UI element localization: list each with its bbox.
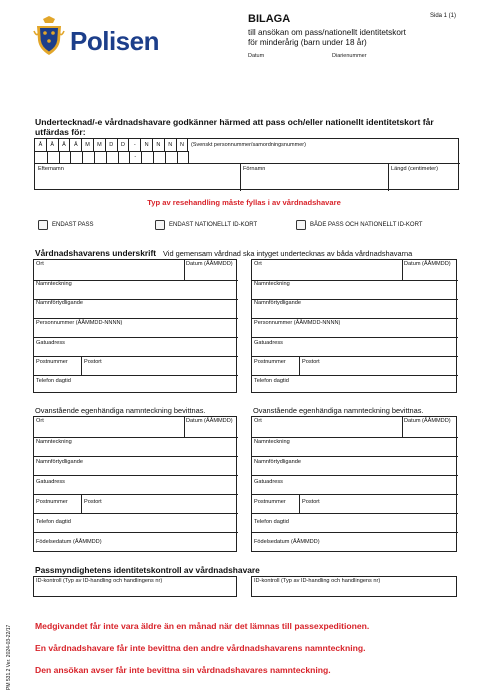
postort-label: Postort	[302, 499, 320, 505]
travel-document-heading: Typ av resehandling måste fyllas i av vårdnadshavare	[147, 198, 341, 207]
guardian-signature-note: Vid gemensam vårdnad ska intyget undertecknas av båda vårdnadshavarna	[163, 249, 413, 258]
gatuadress-label: Gatuadress	[254, 340, 283, 346]
pnr-row	[35, 139, 460, 151]
pnr-cell[interactable]: M	[82, 139, 94, 151]
telefon-label: Telefon dagtid	[254, 519, 289, 525]
guardian-signature-title: Vårdnadshavarens underskrift	[35, 248, 157, 258]
pnr-cell[interactable]: Å	[70, 139, 82, 151]
pnr-cell[interactable]: Å	[59, 139, 71, 151]
namnteckning-label: Namnteckning	[254, 281, 290, 287]
namnteckning-label: Namnteckning	[36, 439, 72, 445]
pnr-cell[interactable]: N	[141, 139, 153, 151]
document-subtitle	[248, 28, 428, 48]
gatuadress-label: Gatuadress	[36, 479, 65, 485]
langd-label: Längd (centimeter)	[391, 166, 438, 172]
witness-2-box	[251, 416, 457, 552]
datum-label: Datum (ÅÅMMDD)	[186, 261, 233, 267]
subtitle-line-2: för minderårig (barn under 18 år)	[248, 38, 367, 47]
endast-id-kort-label: ENDAST NATIONELLT ID-KORT	[169, 222, 258, 228]
child-identity-table	[34, 138, 459, 190]
pnr-cell[interactable]: N	[153, 139, 165, 151]
postnummer-label: Postnummer	[254, 359, 286, 365]
page-indicator: Sida 1 (1)	[430, 13, 457, 19]
fodelsedatum-label: Födelsedatum (ÅÅMMDD)	[36, 539, 102, 545]
namnfortydligande-label: Namnförtydligande	[36, 459, 83, 465]
pnr-cell[interactable]: N	[165, 139, 177, 151]
ort-label: Ort	[36, 418, 44, 424]
pnr-cell[interactable]: M	[94, 139, 106, 151]
id-check-box-1[interactable]	[33, 576, 237, 597]
namnteckning-label: Namnteckning	[36, 281, 72, 287]
pnr-cell[interactable]: Å	[35, 139, 47, 151]
datum-label: Datum (ÅÅMMDD)	[404, 418, 451, 424]
diarienummer-label: Diarienummer	[332, 53, 367, 59]
id-check-title: Passmyndighetens identitetskontroll av vårdnadshavare	[35, 565, 260, 575]
ort-label: Ort	[254, 418, 262, 424]
postnummer-label: Postnummer	[36, 499, 68, 505]
pnr-cell[interactable]: Å	[47, 139, 59, 151]
witness-title-right: Ovanstående egenhändiga namnteckning bevittnas.	[253, 406, 424, 415]
consent-statement: Undertecknad/-e vårdnadshavare godkänner härmed att pass och/eller nationellt identitetskort får utfärdas för:	[35, 117, 434, 137]
guardian-2-box	[251, 259, 457, 393]
checkbox-endast-id-kort[interactable]	[155, 220, 165, 230]
namnfortydligande-label: Namnförtydligande	[254, 459, 301, 465]
postnummer-label: Postnummer	[254, 499, 286, 505]
fornamn-label: Förnamn	[243, 166, 266, 172]
police-crest-icon	[33, 16, 65, 58]
checkbox-endast-pass[interactable]	[38, 220, 48, 230]
postnummer-label: Postnummer	[36, 359, 68, 365]
footer-warning-3: Den ansökan avser får inte bevittna sin vårdnadshavares namnteckning.	[35, 665, 331, 675]
postort-label: Postort	[84, 499, 102, 505]
telefon-label: Telefon dagtid	[36, 519, 71, 525]
datum-label: Datum	[248, 53, 265, 59]
pnr-dash: -	[134, 154, 137, 160]
datum-label: Datum (ÅÅMMDD)	[404, 261, 451, 267]
pnr-cell[interactable]: D	[106, 139, 118, 151]
telefon-label: Telefon dagtid	[254, 378, 289, 384]
bade-pass-och-id-label: BÅDE PASS OCH NATIONELLT ID-KORT	[310, 222, 423, 228]
id-check-label: ID-kontroll (Typ av ID-handling och handlingens nr)	[36, 578, 163, 584]
gatuadress-label: Gatuadress	[254, 479, 283, 485]
pnr-cell[interactable]: N	[177, 139, 189, 151]
ort-label: Ort	[36, 261, 44, 267]
ort-label: Ort	[254, 261, 262, 267]
guardian-1-box	[33, 259, 237, 393]
namnfortydligande-label: Namnförtydligande	[36, 300, 83, 306]
postort-label: Postort	[302, 359, 320, 365]
witness-1-box	[33, 416, 237, 552]
datum-label: Datum (ÅÅMMDD)	[186, 418, 233, 424]
footer-warning-1: Medgivandet får inte vara äldre än en månad när det lämnas till passexpeditionen.	[35, 621, 370, 631]
postort-label: Postort	[84, 359, 102, 365]
witness-title-left: Ovanstående egenhändiga namnteckning bevittnas.	[35, 406, 206, 415]
gatuadress-label: Gatuadress	[36, 340, 65, 346]
pnr-cell[interactable]: -	[129, 139, 141, 151]
endast-pass-label: ENDAST PASS	[52, 222, 94, 228]
document-title: BILAGA	[248, 13, 291, 25]
logo-wordmark: Polisen	[70, 26, 159, 56]
id-check-box-2[interactable]	[251, 576, 457, 597]
checkbox-bade-pass-och-id[interactable]	[296, 220, 306, 230]
personnummer-label: Personnummer (ÅÅMMDD-NNNN)	[36, 320, 123, 326]
namnfortydligande-label: Namnförtydligande	[254, 300, 301, 306]
efternamn-label: Efternamn	[38, 166, 64, 172]
id-check-label: ID-kontroll (Typ av ID-handling och handlingens nr)	[254, 578, 381, 584]
personnummer-label: Personnummer (ÅÅMMDD-NNNN)	[254, 320, 341, 326]
namnteckning-label: Namnteckning	[254, 439, 290, 445]
subtitle-line-1: till ansökan om pass/nationellt identitetskort	[248, 28, 406, 37]
fodelsedatum-label: Födelsedatum (ÅÅMMDD)	[254, 539, 320, 545]
telefon-label: Telefon dagtid	[36, 378, 71, 384]
pnr-caption: (Svenskt personnummer/samordningsnummer)	[191, 142, 306, 148]
footer-warning-2: En vårdnadshavare får inte bevittna den andre vårdnadshavarens namnteckning.	[35, 643, 366, 653]
pnr-cell[interactable]: D	[118, 139, 130, 151]
form-code: PM 531.2 Ver. 2024-03-22/17	[6, 624, 12, 690]
